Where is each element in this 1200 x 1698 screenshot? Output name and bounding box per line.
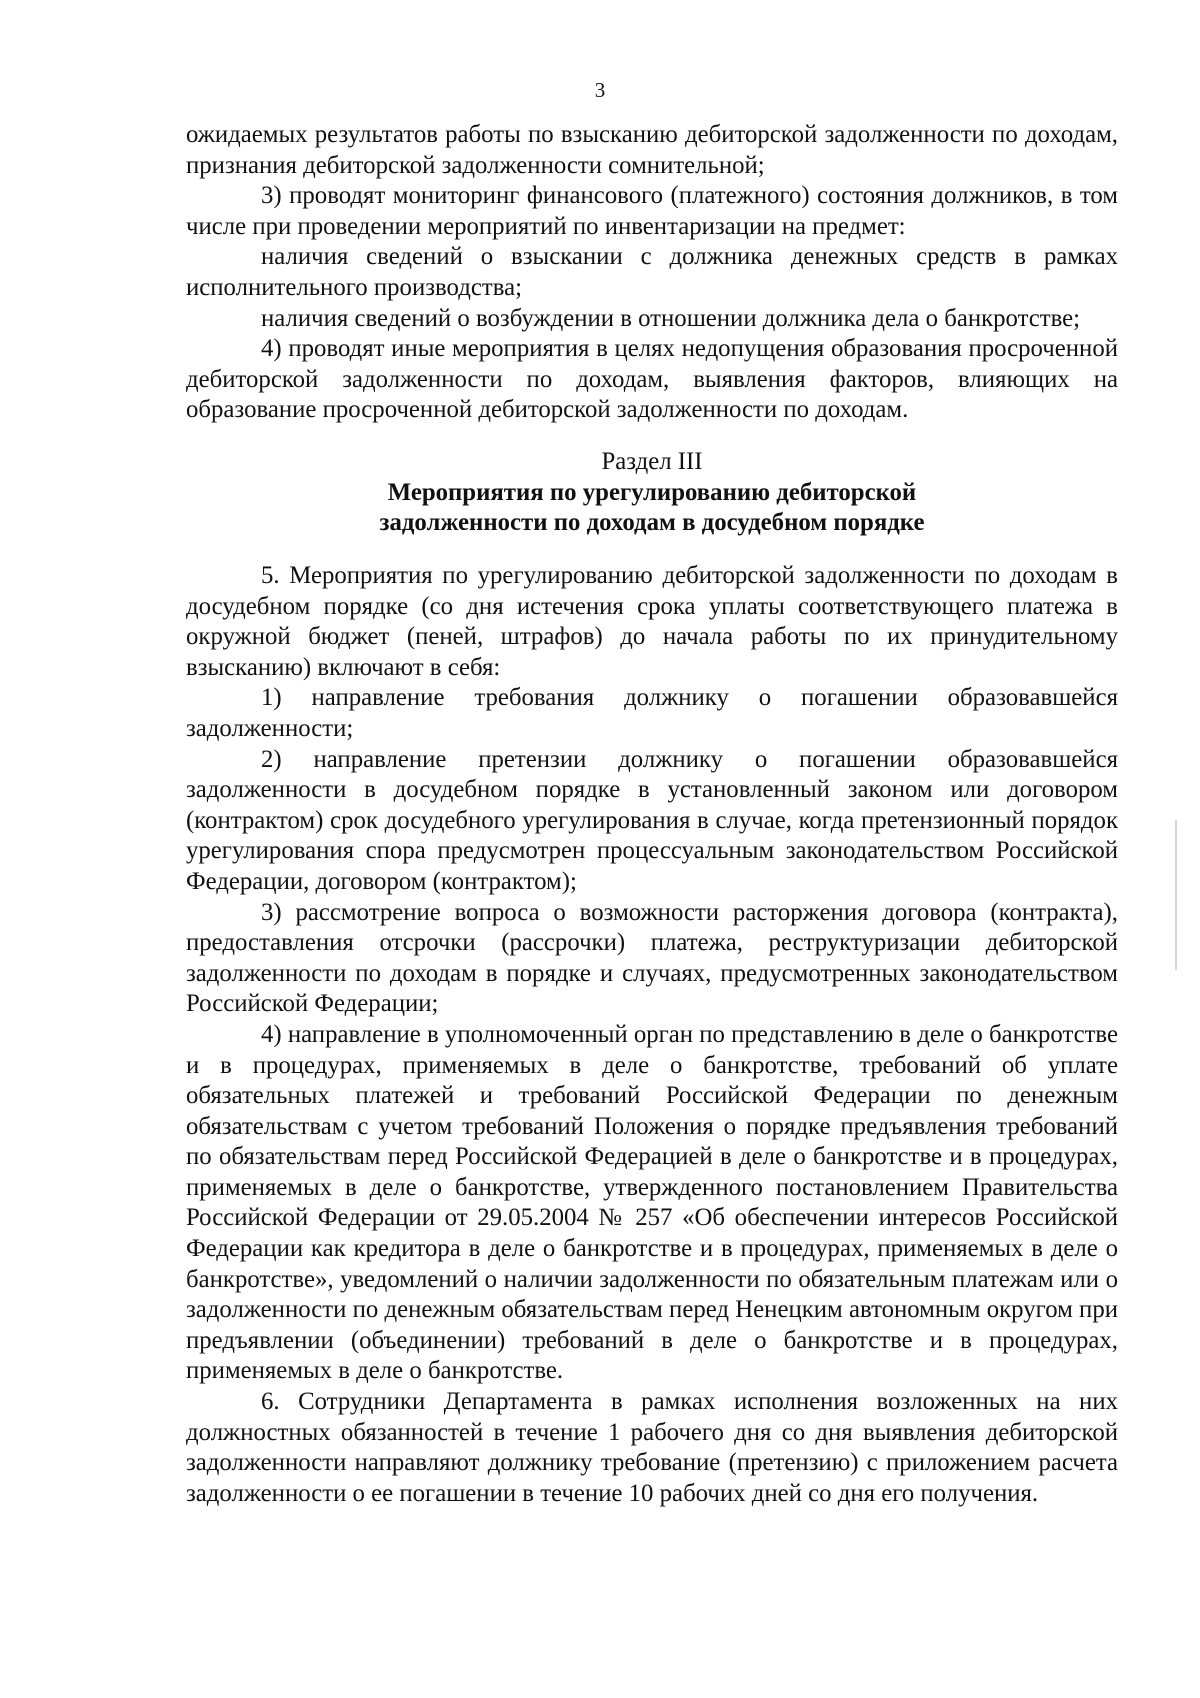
- sub-item-enforcement-info: наличия сведений о взыскании с должника денежных средств в рамках исполнительного производства;: [186, 243, 1118, 301]
- section-title-line-2: задолженности по доходам в досудебном порядке: [379, 509, 925, 537]
- clause-5-item-3: 3) рассмотрение вопроса о возможности расторжения договора (контракта), предоставления отсрочки (рассрочки) платежа, реструктуризации дебиторской задолженности по доходам в порядке и случаях, предусмотренных законодательством Российской Федерации;: [186, 898, 1118, 1018]
- clause-5: 5. Мероприятия по урегулированию дебиторской задолженности по доходам в досудебном порядке (со дня истечения срока уплаты соответствующего платежа в окружной бюджет (пеней, штрафов) до начала работы по их принудительному взысканию) включают в себя:: [186, 562, 1118, 681]
- list-item-4-other-measures: 4) проводят иные мероприятия в целях недопущения образования просроченной дебиторской задолженности по доходам, выявления факторов, влияющих на образование просроченной дебиторской задолженности по доходам.: [186, 335, 1118, 424]
- section-heading: [186, 447, 1118, 539]
- section-title-line-1: Мероприятия по урегулированию дебиторской: [387, 478, 917, 506]
- clause-5-item-1: 1) направление требования должнику о погашении образовавшейся задолженности;: [186, 684, 1118, 742]
- continuation-text-block: [186, 120, 1118, 426]
- sub-item-bankruptcy-info: наличия сведений о возбуждении в отношении должника дела о банкротстве;: [261, 304, 1081, 332]
- list-item-3-monitoring: 3) проводят мониторинг финансового (платежного) состояния должников, в том числе при проведении мероприятий по инвентаризации на предмет:: [186, 182, 1118, 240]
- section-number: Раздел III: [601, 448, 703, 475]
- section-body: [186, 561, 1118, 1509]
- page-number: 3: [594, 78, 606, 102]
- clause-6: 6. Сотрудники Департамента в рамках исполнения возложенных на них должностных обязанностей в течение 1 рабочего дня со дня выявления дебиторской задолженности направляют должнику требование (претензию) с приложением расчета задолженности о ее погашении в течение 10 рабочих дней со дня его получения.: [186, 1388, 1118, 1507]
- clause-5-item-4: 4) направление в уполномоченный орган по представлению в деле о банкротстве и в процедурах, применяемых в деле о банкротстве, требований об уплате обязательных платежей и требований Российской Федерации по денежным обязательствам с учетом требований Положения о порядке предъявления требований по обязательствам перед Российской Федерацией в деле о банкротстве и в процедурах, применяемых в деле о банкротстве, утвержденного постановлением Правительства Российской Федерации от 29.05.2004 № 257 «Об обеспечении интересов Российской Федерации как кредитора в деле о банкротстве и в процедурах, применяемых в деле о банкротстве», уведомлений о наличии задолженности по обязательным платежам или о задолженности по денежным обязательствам перед Ненецким автономным округом при предъявлении (объединении) требований в деле о банкротстве и в процедурах, применяемых в деле о банкротстве.: [186, 1020, 1118, 1385]
- clause-5-item-2: 2) направление претензии должнику о погашении образовавшейся задолженности в досудебном порядке в установленный законом или договором (контрактом) срок досудебного урегулирования в случае, когда претензионный порядок урегулирования спора предусмотрен процессуальным законодательством Российской Федерации, договором (контрактом);: [186, 745, 1118, 895]
- paragraph-continuation: ожидаемых результатов работы по взысканию дебиторской задолженности по доходам, признания дебиторской задолженности сомнительной;: [186, 121, 1118, 179]
- scan-margin-mark: [1175, 820, 1177, 970]
